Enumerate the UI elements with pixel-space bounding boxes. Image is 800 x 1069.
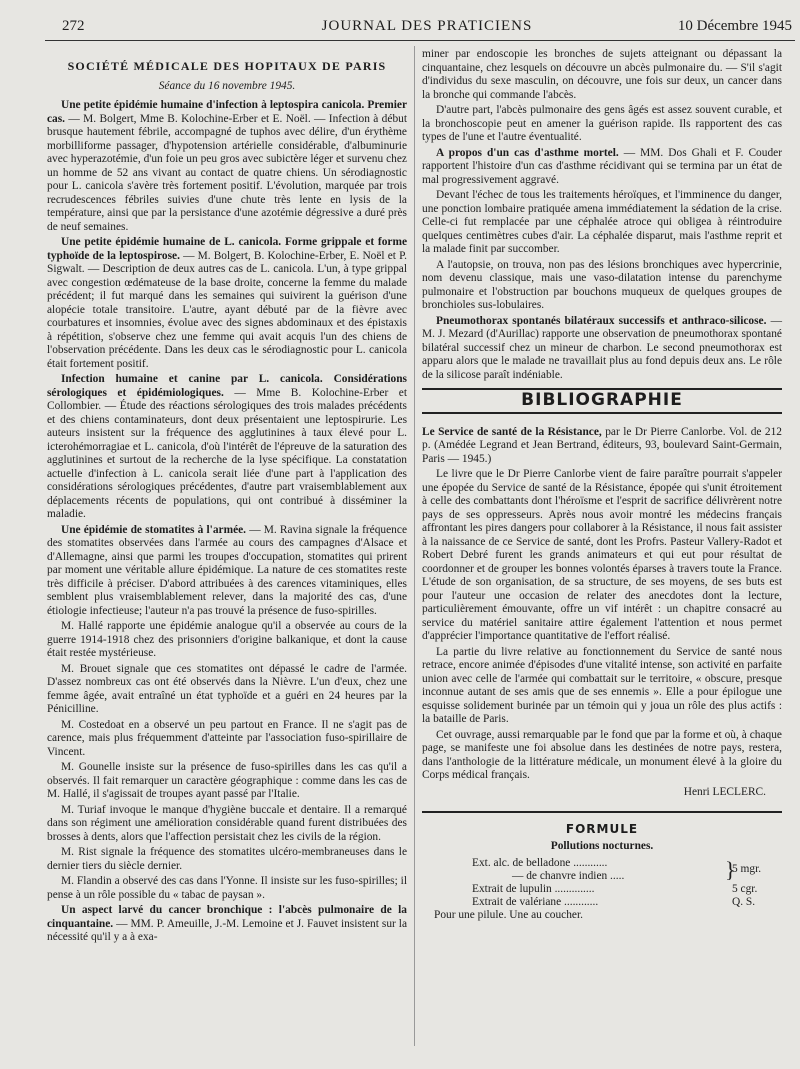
- right-column: [422, 48, 782, 923]
- paragraph-rist: M. Rist signale la fréquence des stomatites ulcéro-membraneuses dans le dernier tiers du siècle dernier.: [47, 846, 407, 872]
- paragraph-halle: M. Hallé rapporte une épidémie analogue qu'il a observée au cours de la guerre 1914-1918 chez des prisonniers d'origine balkanique, et dont la cause était restée mystérieuse.: [47, 620, 407, 659]
- formula-heading: FORMULE: [565, 822, 639, 836]
- book-reference: [422, 426, 782, 467]
- article-cancer-continued: miner par endoscopie les bronches de sujets atteignant ou dépassant la cinquantaine, chez lesquels on découvre un abcès pulmonaire du. — S'il s'agit d'individus du sexe masculin, on découvre, une fois sur deux, un cancer dans la bronche qui commande l'abcès.: [422, 48, 782, 101]
- ingredient-dose: 5 mgr.: [732, 863, 762, 875]
- section-rule: [422, 811, 782, 813]
- review-paragraph-3: Cet ouvrage, aussi remarquable par le fond que par la forme et où, à chaque page, se manifeste une foi absolue dans les destinées de notre pays, restera, dans l'anthologie de la littérature médicale, un monument élevé à la gloire du Corps médical français.: [422, 728, 782, 781]
- prescription-row: [472, 883, 782, 896]
- prescription: [472, 857, 782, 909]
- article-asthme: [422, 147, 782, 188]
- bibliography-section: [422, 388, 782, 414]
- society-title: SOCIÉTÉ MÉDICALE DES HOPITAUX DE PARIS: [67, 59, 387, 73]
- article-title: Pneumothorax spontanés bilatéraux successifs et anthraco-silicose.: [436, 314, 767, 327]
- article-body: — M. Ravina signale la fréquence des stomatites observées dans l'armée au cours des campagnes d'Alsace et d'Allemagne, ainsi que parmi les troupes d'occupation, stomatites qui prirent par moment une véritable allure épidémique. La nature de ces stomatites reste très difficile à préciser. D'abord attribuées à des carences vitaminiques, elles semblent plus vraisemblablement relever, dans la majorité des cas, d'une étiologie infectieuse; l'auteur n'a pas trouvé la présence de fuso-spirilles.: [47, 523, 407, 617]
- paragraph-costedoat: M. Costedoat en a observé un peu partout en France. Il ne s'agit pas de carence, mais plus fréquemment d'atteinte par l'association fuso-spirillaire de Vincent.: [47, 718, 407, 758]
- ingredient-name: — de chanvre indien .....: [512, 870, 625, 882]
- journal-title: JOURNAL DES PRATICIENS: [321, 18, 533, 34]
- session-date: Séance du 16 novembre 1945.: [158, 79, 296, 92]
- article-leptospira-3: [47, 373, 407, 522]
- issue-date: 10 Décembre 1945: [677, 18, 792, 34]
- article-title: Une épidémie de stomatites à l'armée.: [61, 523, 247, 536]
- paragraph-turiaf: M. Turiaf invoque le manque d'hygiène buccale et dentaire. Il a remarqué dans son régiment une amélioration considérable quand furent distribuées des brosses à dents, alors que l'affection persistait chez les civils de la région.: [47, 803, 407, 843]
- article-leptospira-2: [47, 236, 407, 371]
- article-pneumothorax: [422, 315, 782, 383]
- left-column: [47, 60, 407, 947]
- page-number: 272: [62, 18, 85, 34]
- article-title: Un aspect larvé du cancer bronchique : l'abcès pulmonaire de la cinquantaine.: [47, 904, 407, 930]
- article-title: Infection humaine et canine par L. canicola. Considérations sérologiques et épidémiologiques.: [47, 373, 407, 399]
- ingredient-dose: 5 cgr.: [732, 883, 758, 895]
- paragraph-abces: D'autre part, l'abcès pulmonaire des gens âgés est assez souvent curable, et la bronchoscopie peut en amener la guérison rapide. Ils rapportent des cas types de l'une et l'autre éventualité.: [422, 104, 782, 143]
- article-stomatites: [47, 524, 407, 619]
- paragraph-gounelle: M. Gounelle insiste sur la présence de fuso-spirilles dans les cas qu'il a observés. Il fait remarquer un caractère géographique : comme dans les cas de M. Hallé, il s'agissait de troupes ayant passé par l'Italie.: [47, 761, 407, 800]
- paragraph-asthme-3: A l'autopsie, on trouva, non pas des lésions bronchiques avec hypercrinie, nom devenu classique, mais une vaso-dilatation intense du parenchyme pulmonaire et l'obstruction par bouchons muqueux de quelques groupes de bronchioles sus-lobulaires.: [422, 258, 782, 311]
- article-title: A propos d'un cas d'asthme mortel.: [436, 146, 619, 159]
- prescription-instructions: Pour une pilule. Une au coucher.: [434, 909, 583, 921]
- ingredient-name: Ext. alc. de belladone ............: [472, 857, 608, 869]
- ingredient-name: Extrait de lupulin ..............: [472, 883, 595, 895]
- article-body: — M. J. Mezard (d'Aurillac) rapporte une observation de pneumothorax spontané bilatéral successif chez un mineur de charbon. Le second pneumothorax est apparu alors que le malade ne travaillait plus au fond depuis deux ans. Le rôle de la silicose paraît indéniable.: [422, 314, 783, 381]
- review-signature: Henri LECLERC.: [683, 785, 766, 798]
- review-paragraph-2: La partie du livre relative au fonctionnement du Service de santé nous retrace, encore animée d'épisodes d'une vitalité intense, son activité en parfaite union avec celle de l'armée qui combattait sur le territoire, « obscure, presque inconnue autant de ses amis que de ses ennemis ». Elle a pour épilogue une esquisse solidement burinée par un témoin qui y joua un rôle des plus actifs : la bataille de Paris.: [422, 645, 782, 725]
- prescription-row: [472, 896, 782, 909]
- article-body: — MM. Dos Ghali et F. Couder rapportent l'histoire d'un cas d'asthme récidivant qui se termina par un état de mal progressivement aggravé.: [422, 146, 782, 186]
- book-title: Le Service de santé de la Résistance,: [422, 425, 602, 438]
- bibliography-heading: BIBLIOGRAPHIE: [422, 388, 782, 414]
- header-rule: [45, 40, 795, 41]
- book-details: par le Dr Pierre Canlorbe. Vol. de 212 p. (Amédée Legrand et Jean Bertrand, éditeurs, 93, boulevard Saint-Germain, Paris — 1945.): [422, 425, 782, 465]
- ingredient-name: Extrait de valériane ............: [472, 896, 599, 908]
- article-leptospira-1: [47, 99, 407, 234]
- article-body: — MM. P. Ameuille, J.-M. Lemoine et J. Fauvet insistent sur la nécessité qu'il y a à exa-: [47, 917, 407, 943]
- review-paragraph-1: Le livre que le Dr Pierre Canlorbe vient de faire paraître pourrait s'appeler une épopée du Service de santé de la Résistance, épopée qui s'unit étroitement à celle des combattants dont l'héroïsme et l'esprit de sacrifice délivrèrent notre pays de ses oppresseurs. Après nous avoir montré les médecins français affrontant les pires dangers pour collaborer à la Résistance, il nous fait assister à la naissance de ce Service de santé, dont les Profrs. Pasteur Vallery-Radot et Robert Debré furent les grands animateurs et qui eut pour résultat de coordonner et de grouper les bonnes volontés éparses à travers toute la France. L'étude de son organisation, de sa structure, de ses moyens, de ses buts est pour l'auteur une occasion de relater des anecdotes dont la lecture, particulièrement émouvante, offre un vif intérêt : un chapitre consacré au service du matériel sanitaire attire également l'attention et nous permet d'apprécier l'importance quantitative de l'effort réalisé.: [422, 468, 782, 642]
- article-title: Une petite épidémie humaine d'infection à leptospira canicola. Premier cas.: [47, 99, 407, 125]
- formula-subtitle: Pollutions nocturnes.: [550, 839, 654, 852]
- brace-glyph: }: [725, 857, 736, 882]
- article-body: — M. Bolgert, B. Kolochine-Erber, E. Noël et P. Sigwalt. — Description de deux autres cas de L. canicola. L'un, à type grippal avec congestion œdémateuse de la base droite, concerne la femme du malade précédent; il fut marqué dans les semaines qui suivirent la guérison d'une alopécie totale transitoire. L'autre, ayant débuté par de la fièvre avec courbatures et insomnies, évolue avec des signes abdominaux et des épistaxis à répétition, s'observe chez une femme qui avait acquis l'un des chiens de l'observation précédente. Dans les deux cas le sérodiagnostic pour L. canicola était fortement positif.: [47, 249, 408, 370]
- paragraph-asthme-2: Devant l'échec de tous les traitements héroïques, et l'imminence du danger, une ponction lombaire pratiquée amena immédiatement la sédation de la crise. Celle-ci fut remplacée par une céphalée atroce qui obligea à réintroduire quelques centimètres cubes d'air. La céphalée disparut, mais l'asthme reprit et la malade finit par succomber.: [422, 189, 782, 255]
- article-title: Une petite épidémie humaine de L. canicola. Forme grippale et forme typhoïde de la leptospirose.: [47, 236, 407, 262]
- article-body: — M. Bolgert, Mme B. Kolochine-Erber et E. Noël. — Infection à début brusque hautement fébrile, accompagné de tuphos avec délire, d'un érythème morbilliforme passager, d'hypotension artérielle considérable, d'albuminurie avec hyperazotémie, d'un foie un peu gros avec subictère léger et survenu chez un homme de 52 ans vivant au contact de quatre chiens. Un sérodiagnostic pour L. canicola s'avère très fortement positif. L'évolution, marquée par trois recrudescences fébriles suivies d'une chute très lente en lysis de la température, ainsi que par la persistance d'une azotémie dégressive a duré près de neuf semaines.: [47, 112, 407, 233]
- paragraph-flandin: M. Flandin a observé des cas dans l'Yonne. Il insiste sur les fuso-spirilles; il pense à un rôle possible du « tabac de paysan ».: [47, 875, 407, 901]
- article-cancer-bronchique: [47, 904, 407, 945]
- article-body: — Mme B. Kolochine-Erber et Collombier. — Étude des réactions sérologiques des trois malades précédents et des chiens contaminateurs, dont deux présentaient une leptospirurie. Les auteurs insistent sur la fréquence des agglutinines à taux élevé pour L. icterohémorragiae et L. canicola, d'où l'intérêt de l'épreuve de la saturation des agglutinines et surtout de la recherche de la lyse spécifique. La constatation actuelle d'infection à L. canicola serait liée d'une part à l'application des considérations sérologiques précédentes, d'autre part vraisemblablement aux déplacements récents de populations, qui ont contribué à disséminer la maladie.: [47, 386, 408, 520]
- paragraph-brouet: M. Brouet signale que ces stomatites ont dépassé le cadre de l'armée. D'assez nombreux cas ont été observés dans la Nièvre. L'un d'eux, chez une femme âgée, avait entraîné un état typhoïde et a guéri en 24 heures par la Pénicilline.: [47, 662, 407, 715]
- ingredient-dose: Q. S.: [732, 896, 756, 908]
- page-header: [62, 18, 792, 38]
- column-separator: [414, 46, 415, 1046]
